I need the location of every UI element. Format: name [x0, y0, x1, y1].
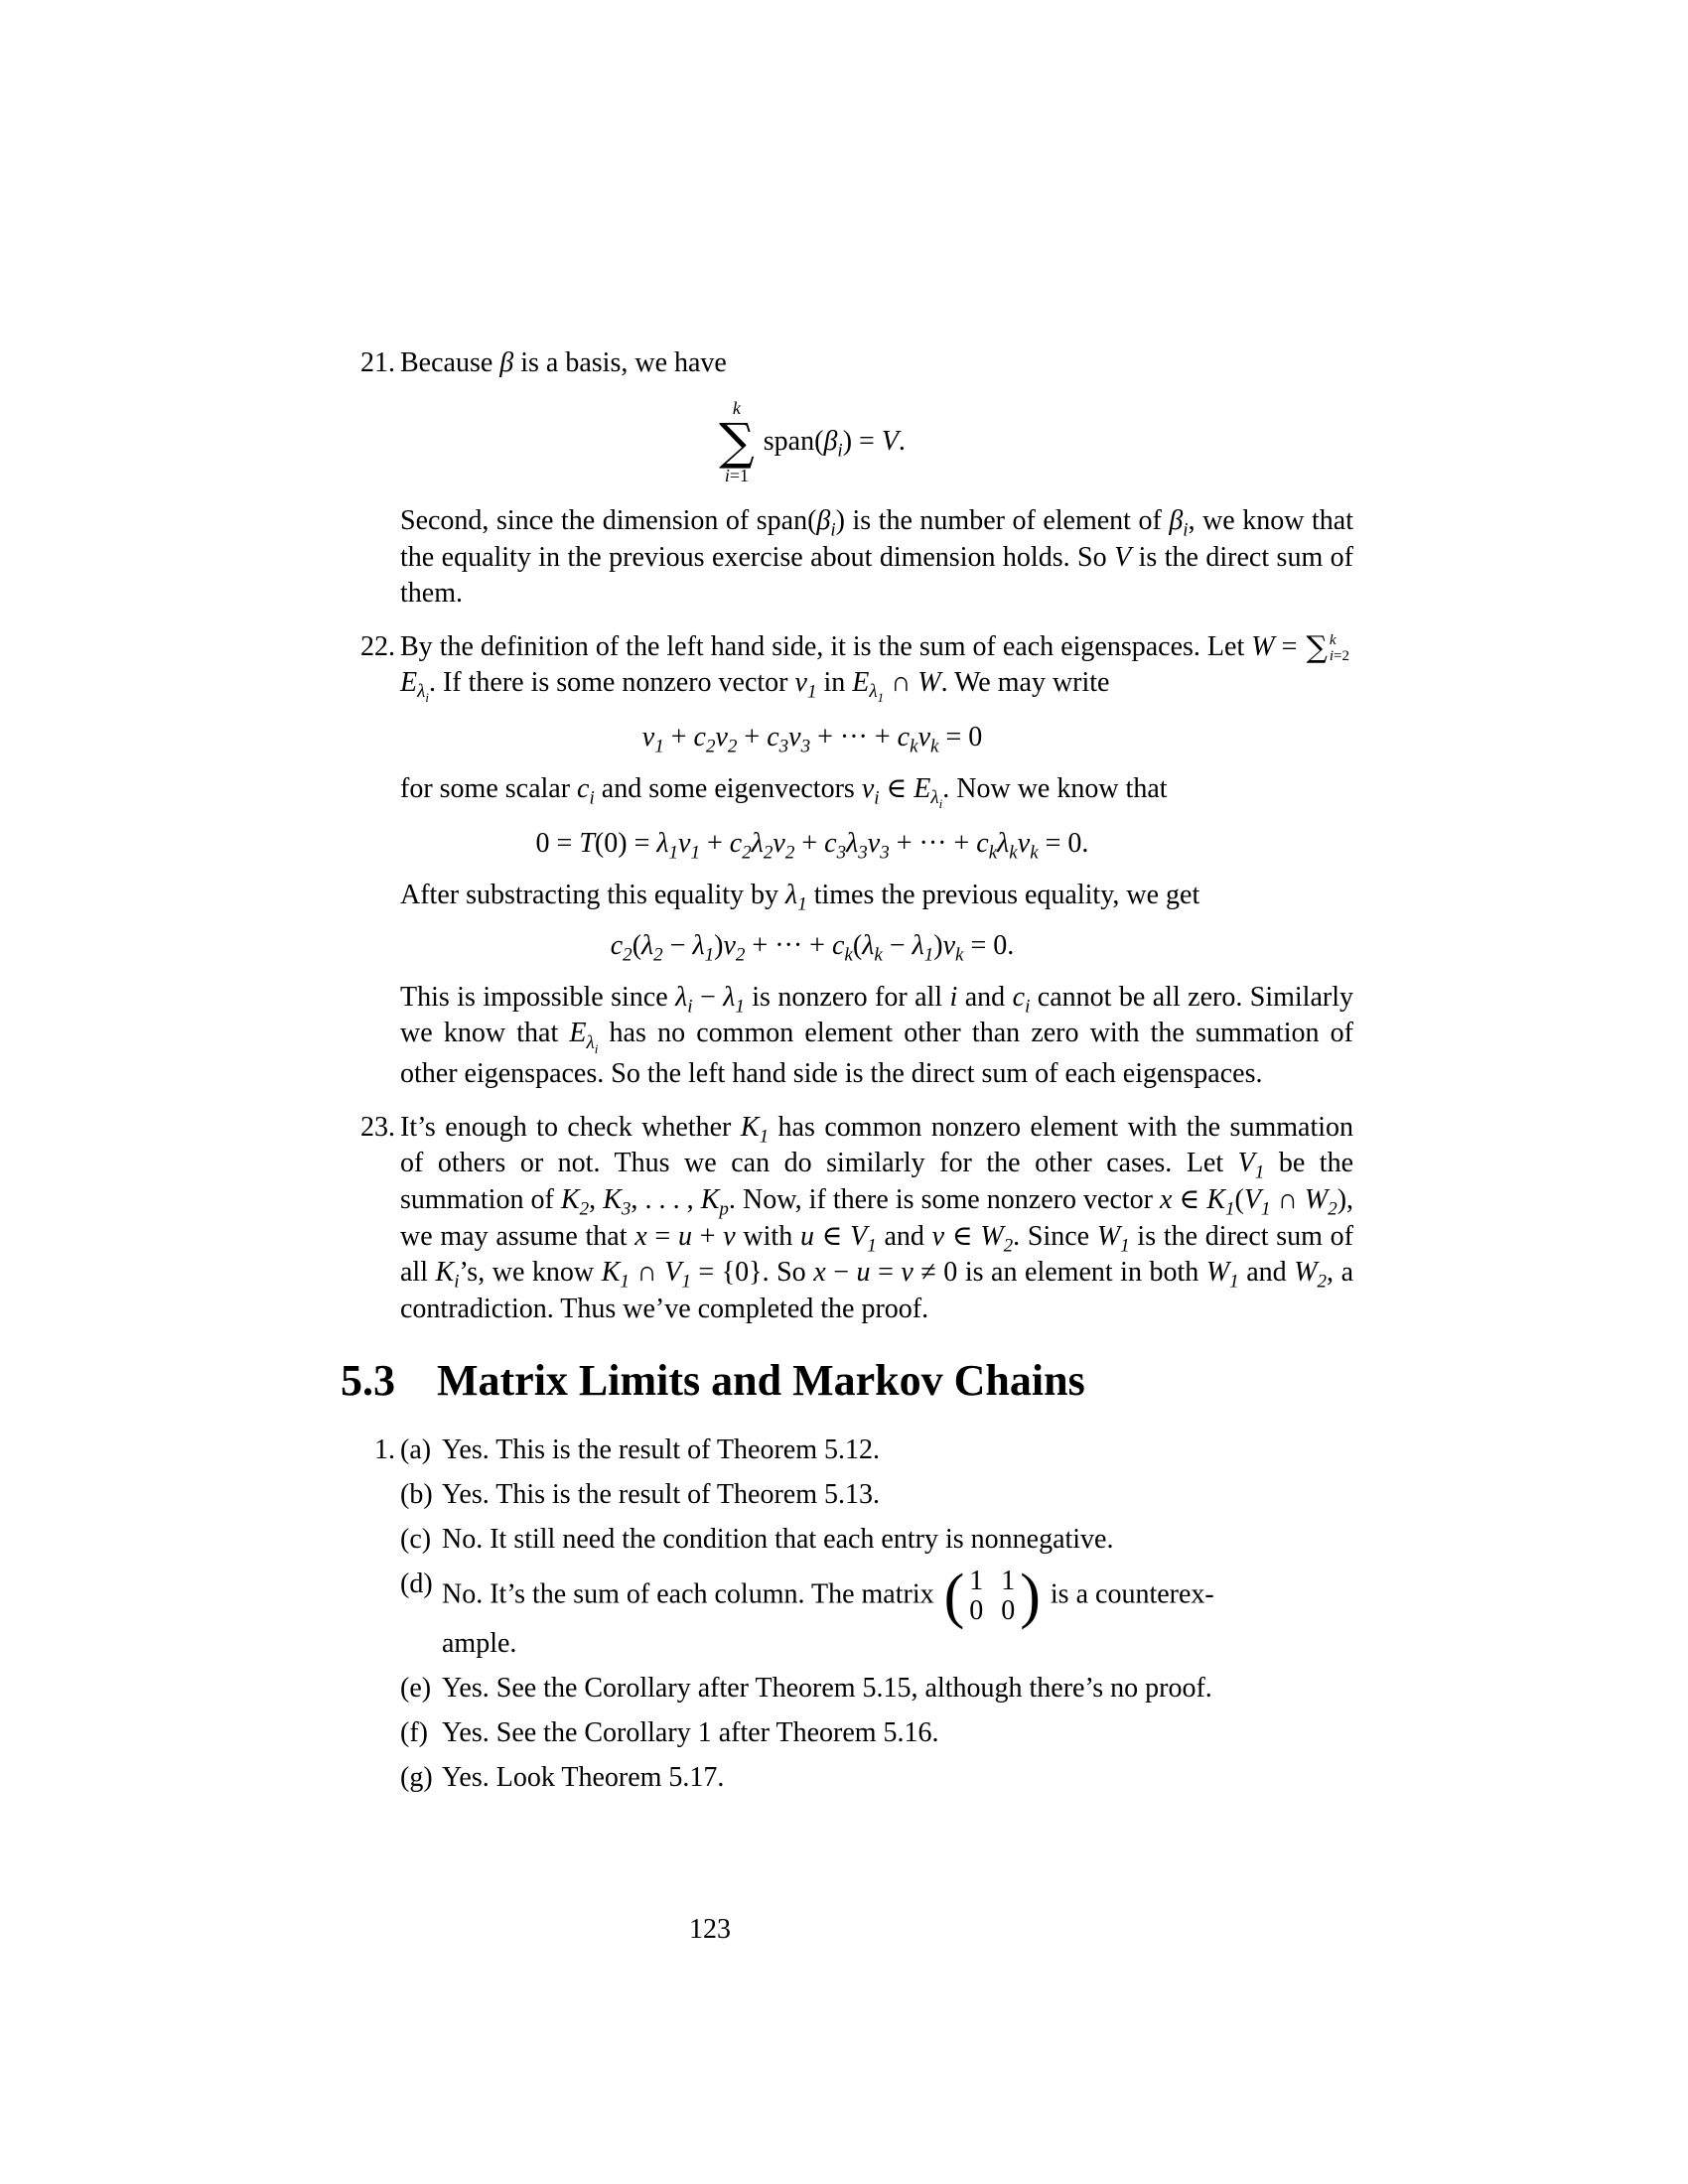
math-symbol: u [799, 1220, 814, 1252]
math-symbol: $W_2$ [1294, 1257, 1328, 1293]
text-run: for some scalar [400, 772, 578, 804]
math-symbol: $v_k$ [1017, 827, 1039, 864]
sum-limits [1330, 632, 1349, 665]
math-symbol: x [1160, 1184, 1173, 1216]
text-run: , a contradiction. Thus we’ve completed the proof. [400, 1257, 1353, 1325]
text-run: ( [632, 930, 642, 962]
math-symbol: $K_1$ [1206, 1184, 1235, 1220]
text-run: It’s enough to check whether [400, 1111, 741, 1143]
math-symbol: x [813, 1257, 826, 1289]
math-symbol: k [1009, 842, 1018, 864]
text-run: 1 [704, 944, 715, 966]
text-run: is the direct sum of them. [400, 541, 1353, 609]
math-symbol: $W_1$ [1096, 1220, 1130, 1257]
text-run: 3 [836, 842, 847, 864]
math-symbol: $V_1$ [1243, 1184, 1271, 1220]
math-symbol: W [1251, 630, 1275, 662]
text-run: After substracting this equality by [400, 879, 786, 910]
math-symbol: $V_1$ [1237, 1148, 1265, 1184]
text-run: 2 [742, 842, 752, 864]
text-run: 2 [763, 842, 774, 864]
text-run: = [646, 1220, 678, 1252]
text-run: − [692, 981, 724, 1013]
math-symbol: $\beta_i$ [1169, 504, 1189, 541]
text-run: 1 [654, 736, 664, 757]
math-symbol: $\beta_i$ [823, 426, 843, 462]
text-run: ∩ [884, 666, 918, 698]
text-run: is the direct sum of all [400, 1220, 1353, 1289]
problem-item [352, 345, 1353, 612]
math-symbol: $K_i$ [435, 1257, 460, 1293]
text-run: = 0. [963, 930, 1015, 962]
text-run: has no common element other than zero with the summation of other eigenspaces. So the left hand side is the direct sum of each eigenspaces. [400, 1018, 1353, 1089]
text-run: 1 [620, 1271, 630, 1293]
text-run: Yes. See the Corollary 1 after Theorem 5.16. [442, 1717, 939, 1749]
math-symbol: $K_p$ [700, 1184, 729, 1220]
math-symbol: $v_3$ [788, 721, 811, 757]
problem-item [352, 1110, 1353, 1327]
text-run: is nonzero for all [744, 981, 950, 1013]
item-label: 21. [360, 347, 395, 378]
text-run: times the previous equality, we get [806, 879, 1200, 910]
subitem-label: (e) [400, 1673, 432, 1705]
math-symbol: $W_1$ [1205, 1257, 1239, 1293]
math-symbol: $\lambda_2$ [751, 827, 774, 864]
text-run: 2 [579, 1198, 590, 1220]
math-symbol: λi [586, 1032, 599, 1056]
math-symbol: $\lambda_1$ [656, 827, 679, 864]
math-symbol: $\lambda_1$ [692, 930, 715, 966]
math-symbol: v [931, 1220, 945, 1252]
text-run: 2 [705, 736, 716, 757]
text-run: and some eigenvectors [594, 772, 862, 804]
sum-operator: ∑ [1306, 630, 1328, 666]
math-symbol: i [830, 519, 836, 541]
subitem-label: (d) [400, 1569, 433, 1600]
item-label: 23. [360, 1111, 395, 1143]
math-symbol: $c_k$ [831, 930, 853, 966]
text-run: + [737, 721, 768, 752]
exercise-subitem [400, 1522, 1353, 1558]
math-symbol: $E_{\lambda_1}$ [852, 666, 885, 705]
text-run: 1 [1225, 1198, 1235, 1220]
text-run: ), we may assume that [400, 1184, 1354, 1252]
math-symbol: $K_1$ [740, 1111, 770, 1148]
math-symbol: $v_k$ [942, 930, 964, 966]
math-symbol: $c_2$ [693, 721, 716, 757]
math-symbol: $E_{\lambda_i}$ [400, 666, 429, 705]
text-run: 3 [621, 1198, 632, 1220]
math-symbol: $c_i$ [1012, 981, 1031, 1018]
sum-lower-limit [1330, 648, 1349, 665]
math-symbol: $K_1$ [601, 1257, 630, 1293]
math-symbol: $V_1$ [664, 1257, 691, 1293]
item-body [400, 629, 1353, 1092]
math-symbol: $c_k$ [897, 721, 918, 757]
math-symbol: $c_2$ [610, 930, 633, 966]
section-title: Matrix Limits and Markov Chains [437, 1356, 1085, 1406]
text-run: 2 [1003, 1235, 1014, 1257]
text-run: Yes. This is the result of Theorem 5.12. [442, 1434, 880, 1466]
text-run: Yes. This is the result of Theorem 5.13. [442, 1479, 880, 1511]
page-number: 123 [689, 1914, 731, 1945]
exercise-subitem [400, 1433, 1353, 1468]
math-symbol: $v_2$ [715, 721, 738, 757]
text-run: Second, since the dimension of span( [400, 504, 817, 536]
paragraph [400, 345, 1353, 381]
math-symbol: $\lambda_k$ [862, 930, 883, 966]
math-symbol: $W_2$ [1304, 1184, 1337, 1220]
text-run: This is impossible since [400, 981, 676, 1013]
math-symbol: i [1025, 996, 1031, 1018]
subitem-label: (b) [400, 1479, 433, 1511]
subitem-body [442, 1563, 1353, 1662]
math-symbol: k [988, 842, 998, 864]
text-run: in [816, 666, 853, 698]
subitem-body [442, 1477, 1353, 1513]
text-run: , we know that the equality in the previous exercise about dimension holds. So [400, 504, 1353, 573]
math-symbol: λ1 [869, 681, 885, 705]
math-symbol: i [454, 1271, 460, 1293]
display-equation [400, 826, 1224, 863]
text-run: (0) = [594, 827, 657, 859]
math-symbol: $v_1$ [641, 721, 664, 757]
math-symbol: k [874, 944, 883, 966]
math-symbol: i [687, 996, 693, 1018]
exercise-list [352, 1433, 1353, 1805]
math-symbol: W [917, 666, 941, 698]
text-run: By the definition of the left hand side, it is the sum of each eigenspaces. Let [400, 630, 1252, 662]
text-run: . Since [1013, 1220, 1097, 1252]
text-run: 2 [653, 944, 663, 966]
text-run: 1 [668, 842, 679, 864]
text-run: is a basis, we have [513, 347, 727, 378]
text-run: =2 [1334, 648, 1349, 665]
math-symbol: $c_i$ [577, 772, 595, 809]
text-run: ample. [442, 1628, 517, 1660]
text-run: . [898, 426, 906, 458]
matrix-cells [964, 1567, 1020, 1626]
subitem-body [442, 1522, 1353, 1558]
text-run: . Now, if there is some nonzero vector [728, 1184, 1161, 1216]
text-run: 1 [877, 689, 885, 705]
math-symbol: k [1030, 842, 1039, 864]
math-symbol: $c_k$ [976, 827, 998, 864]
text-run: ) is the number of element of [835, 504, 1170, 536]
math-symbol: $c_3$ [824, 827, 847, 864]
math-symbol: i [874, 787, 880, 809]
paragraph [400, 771, 1353, 811]
math-symbol: i [724, 466, 730, 486]
text-run: + [699, 827, 730, 859]
subitem-label: (g) [400, 1762, 433, 1794]
math-symbol: $V_1$ [850, 1220, 877, 1257]
matrix-entry: 1 [969, 1566, 984, 1597]
text-run: ( [852, 930, 863, 962]
exercise-subitem [400, 1563, 1353, 1662]
problem-list [352, 345, 1353, 1327]
text-run: 1 [690, 842, 700, 864]
text-run: and [1238, 1257, 1295, 1289]
text-run: ) = [842, 426, 882, 458]
text-run: , [589, 1184, 604, 1216]
text-run: 1 [806, 681, 817, 703]
math-symbol: i [1183, 519, 1189, 541]
text-run: be the summation of [400, 1148, 1354, 1216]
section-heading [341, 1357, 1353, 1405]
text-run: = [1274, 630, 1305, 662]
math-symbol: $K_2$ [560, 1184, 590, 1220]
display-equation [400, 928, 1224, 965]
text-run: 3 [800, 736, 811, 757]
text-run: 1 [681, 1271, 691, 1293]
matrix-entry: 0 [1001, 1595, 1016, 1627]
math-symbol: $\lambda_3$ [846, 827, 868, 864]
math-symbol: i [949, 981, 958, 1013]
subitem-label: (a) [400, 1434, 432, 1466]
math-symbol: $v_1$ [678, 827, 700, 864]
subitem-label: (c) [400, 1524, 432, 1556]
subitem-body [442, 1760, 1353, 1796]
math-symbol: k [955, 944, 964, 966]
text-run: with [735, 1220, 800, 1252]
sum-with-limits [719, 398, 755, 486]
math-symbol: $E_{\lambda_i}$ [569, 1018, 599, 1056]
problem-item [352, 629, 1353, 1092]
text-run: . If there is some nonzero vector [428, 666, 795, 698]
math-symbol: u [856, 1257, 871, 1289]
text-run: + [794, 827, 825, 859]
math-symbol: v [723, 1220, 736, 1252]
text-run: 3 [858, 842, 868, 864]
equation-body [764, 424, 906, 461]
text-run: ∈ [879, 772, 914, 804]
math-symbol: $E_{\lambda_i}$ [914, 772, 943, 811]
math-symbol: β [499, 347, 514, 378]
math-symbol: T [579, 827, 595, 859]
text-run: cannot be all zero. Similarly we know that [400, 981, 1353, 1049]
text-run: 1 [867, 1235, 877, 1257]
text-run: 2 [1328, 1198, 1337, 1220]
paragraph [400, 980, 1353, 1092]
matrix-left-paren: ( [943, 1563, 965, 1631]
exercise-subitem [400, 1671, 1353, 1706]
text-run: Yes. See the Corollary after Theorem 5.15, although there’s no proof. [442, 1673, 1212, 1705]
math-symbol: $\lambda_i$ [675, 981, 693, 1018]
text-run: has common nonzero element with the summation of others or not. Thus we can do similarly for the other cases. Let [400, 1111, 1353, 1179]
text-run: ) [933, 930, 943, 962]
math-symbol: v [901, 1257, 914, 1289]
text-run: = 0. [1038, 827, 1089, 859]
math-symbol: k [1329, 631, 1336, 648]
math-symbol: $v_3$ [867, 827, 890, 864]
math-symbol: $K_3$ [603, 1184, 632, 1220]
text-run: + ··· + [810, 721, 898, 752]
text-run: + ··· + [745, 930, 832, 962]
paragraph [400, 629, 1353, 705]
matrix-entry: 0 [969, 1595, 984, 1627]
math-symbol: V [1114, 541, 1132, 573]
text-run: is a counterex- [1043, 1578, 1214, 1610]
exercise-item [352, 1433, 1353, 1805]
math-symbol: $\lambda_k$ [997, 827, 1018, 864]
text-run: 2 [735, 944, 746, 966]
matrix-entry: 1 [1001, 1566, 1016, 1597]
math-symbol: $v_1$ [794, 666, 817, 703]
text-run: − [662, 930, 693, 962]
text-run: ∈ [944, 1220, 981, 1252]
text-run: = 0 [938, 721, 983, 752]
item-label: 22. [360, 630, 395, 662]
text-run: 0 = [535, 827, 580, 859]
math-symbol: $\lambda_1$ [785, 879, 807, 915]
math-symbol: $\beta_i$ [816, 504, 836, 541]
text-run: 1 [735, 996, 745, 1018]
math-symbol: $v_k$ [917, 721, 939, 757]
text-run: No. It still need the condition that each entry is nonnegative. [442, 1524, 1114, 1556]
math-symbol: i [589, 787, 595, 809]
math-symbol: V [881, 426, 899, 458]
text-run: ≠ 0 is an element in both [913, 1257, 1206, 1289]
subitem-body [442, 1433, 1353, 1468]
math-symbol: $\lambda_1$ [912, 930, 934, 966]
text-run: span( [763, 426, 824, 458]
text-run: + [663, 721, 694, 752]
item-body [400, 1433, 1353, 1805]
math-symbol: $v_2$ [773, 827, 795, 864]
paragraph [400, 878, 1353, 914]
text-run: 1 [1120, 1235, 1130, 1257]
text-run: − [882, 930, 913, 962]
math-symbol: λi [930, 787, 943, 811]
solutions-content [341, 345, 1354, 1823]
text-run: and [876, 1220, 932, 1252]
display-equation [400, 398, 1224, 486]
math-symbol: i [938, 795, 943, 811]
math-symbol: $v_i$ [861, 772, 880, 809]
text-run: and [957, 981, 1013, 1013]
math-symbol: $W_2$ [980, 1220, 1014, 1257]
matrix-2x2 [943, 1563, 1041, 1631]
math-symbol: i [1329, 648, 1335, 665]
sum-lower-limit [725, 466, 749, 486]
exercise-subitem [400, 1477, 1353, 1513]
item-body [400, 345, 1353, 612]
text-run: 1 [759, 1126, 770, 1148]
sum-operator: ∑ [719, 412, 755, 471]
text-run: 1 [1260, 1198, 1271, 1220]
math-symbol: $v_2$ [723, 930, 746, 966]
text-run: − [825, 1257, 857, 1289]
math-symbol: u [677, 1220, 692, 1252]
text-run: . Now we know that [942, 772, 1168, 804]
text-run: ∈ [1172, 1184, 1207, 1216]
math-symbol: $c_3$ [767, 721, 789, 757]
text-run: 3 [778, 736, 789, 757]
display-equation [400, 720, 1224, 756]
subitem-body [442, 1715, 1353, 1751]
math-symbol: $c_2$ [729, 827, 752, 864]
inline-sum [1306, 632, 1349, 665]
section-number: 5.3 [341, 1356, 395, 1406]
subitem-body [442, 1671, 1353, 1706]
exercise-subitem [400, 1760, 1353, 1796]
text-run: 3 [880, 842, 890, 864]
text-run: = {0}. So [690, 1257, 814, 1289]
math-symbol: $\lambda_1$ [723, 981, 745, 1018]
text-run: ( [1234, 1184, 1244, 1216]
math-symbol: k [844, 944, 853, 966]
text-run: . We may write [940, 666, 1110, 698]
text-run: Yes. Look Theorem 5.17. [442, 1762, 725, 1794]
text-run: No. It’s the sum of each column. The matrix [442, 1578, 941, 1610]
text-run: 1 [923, 944, 934, 966]
text-run: ) [714, 930, 724, 962]
text-run: = [870, 1257, 902, 1289]
item-body [400, 1110, 1353, 1327]
math-symbol: k [930, 736, 939, 757]
text-run: + ··· + [889, 827, 977, 859]
item-label: 1. [374, 1434, 395, 1466]
sum-upper-limit [1330, 632, 1336, 649]
math-symbol: λi [417, 681, 429, 705]
math-symbol: p [719, 1198, 729, 1220]
text-run: ∈ [813, 1220, 851, 1252]
subitem-label: (f) [400, 1717, 428, 1749]
text-run: 2 [1317, 1271, 1328, 1293]
text-run: =1 [729, 466, 750, 486]
math-symbol: k [732, 398, 741, 418]
paragraph [400, 503, 1353, 612]
exercise-subitem [400, 1715, 1353, 1751]
matrix-right-paren: ) [1020, 1563, 1041, 1631]
paragraph [400, 1110, 1353, 1327]
text-run: + [691, 1220, 724, 1252]
math-symbol: k [910, 736, 918, 757]
math-symbol: i [594, 1040, 599, 1056]
text-run: 1 [797, 893, 807, 915]
text-run: 1 [1229, 1271, 1239, 1293]
text-run: ∩ [629, 1257, 665, 1289]
math-symbol: i [425, 689, 429, 705]
text-run: Because [400, 347, 500, 378]
text-run: 2 [623, 944, 633, 966]
text-run: ’s, we know [459, 1257, 602, 1289]
text-run: ∩ [1270, 1184, 1305, 1216]
text-run: 1 [1254, 1162, 1265, 1184]
math-symbol: $\lambda_2$ [641, 930, 663, 966]
text-run: 2 [727, 736, 738, 757]
text-run: 2 [784, 842, 795, 864]
text-run: , . . . , [631, 1184, 701, 1216]
math-symbol: x [634, 1220, 647, 1252]
math-symbol: i [837, 440, 843, 462]
